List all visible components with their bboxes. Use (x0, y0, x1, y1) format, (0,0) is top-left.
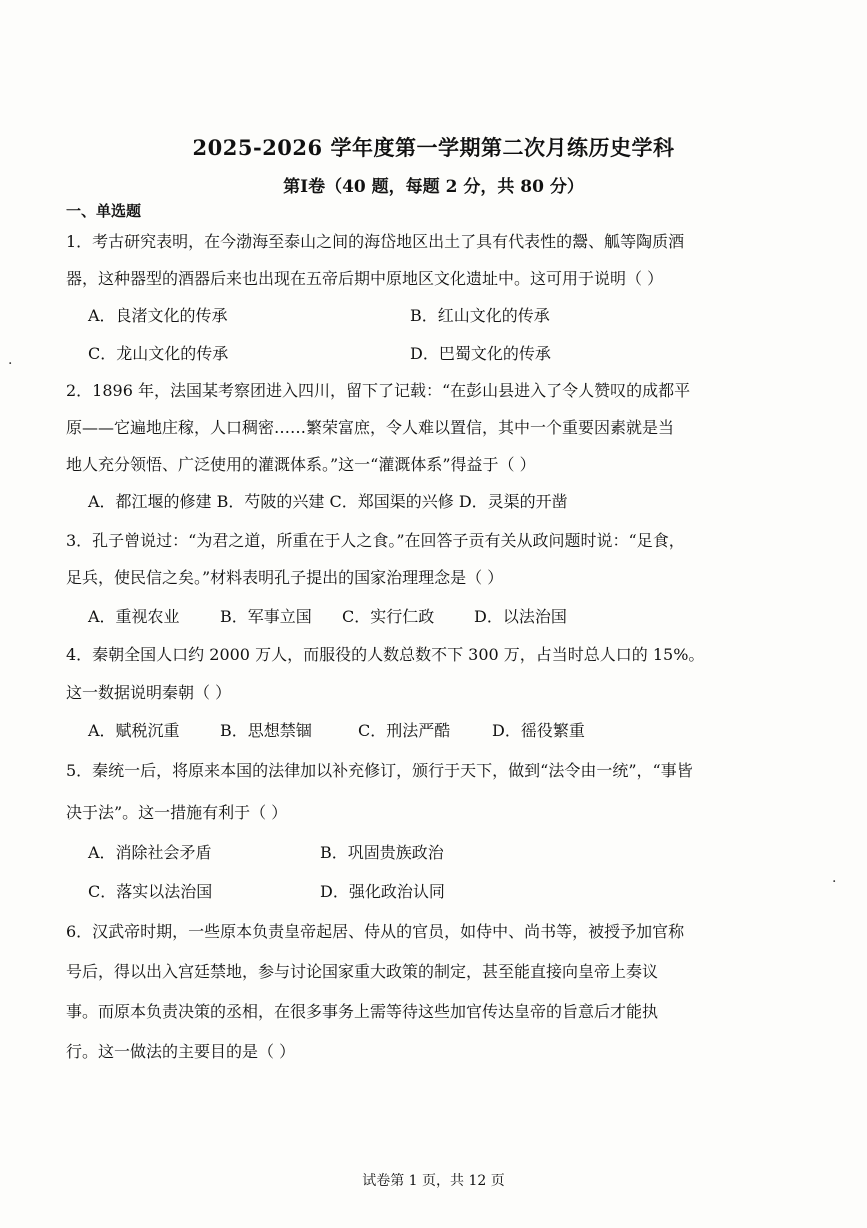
q5-option-a: A．消除社会矛盾 (88, 843, 212, 862)
q6-line-2: 号后，得以出入宫廷禁地，参与讨论国家重大政策的制定，甚至能直接向皇帝上奏议 (66, 962, 659, 981)
q3-line-2: 足兵，使民信之矣。”材料表明孔子提出的国家治理理念是（ ） (66, 568, 504, 587)
q5-option-c: C．落实以法治国 (88, 882, 213, 901)
exam-subtitle: 第Ⅰ卷（40 题，每题 2 分，共 80 分） (283, 177, 584, 197)
q1-option-b: B．红山文化的传承 (410, 306, 550, 325)
q4-option-a: A．赋税沉重 (88, 721, 180, 740)
q5-line-2: 决于法”。这一措施有利于（ ） (66, 803, 288, 822)
q6-line-1: 6．汉武帝时期，一些原本负责皇帝起居、侍从的官员，如侍中、尚书等，被授予加官称 (66, 922, 685, 941)
exam-title: 2025-2026 学年度第一学期第二次月练历史学科 (192, 135, 675, 160)
q3-line-1: 3．孔子曾说过：“为君之道，所重在于人之食。”在回答子贡有关从政问题时说：“足食， (66, 531, 685, 550)
q1-option-a: A．良渚文化的传承 (88, 306, 228, 325)
q2-line-2: 原——它遍地庄稼，人口稠密……繁荣富庶，令人难以置信，其中一个重要因素就是当 (66, 418, 675, 437)
section-heading: 一、单选题 (66, 202, 142, 220)
q1-option-d: D．巴蜀文化的传承 (410, 344, 551, 363)
q4-line-1: 4．秦朝全国人口约 2000 万人，而服役的人数总数不下 300 万，占当时总人口的 15%。 (66, 645, 705, 664)
q4-option-d: D．徭役繁重 (492, 721, 585, 740)
q3-option-a: A．重视农业 (88, 607, 180, 626)
scan-speck: · (8, 356, 13, 372)
q1-option-c: C．龙山文化的传承 (88, 344, 229, 363)
q1-line-2: 器，这种器型的酒器后来也出现在五帝后期中原地区文化遗址中。这可用于说明（ ） (66, 269, 664, 288)
q2-line-1: 2．1896 年，法国某考察团进入四川，留下了记载：“在彭山县进入了令人赞叹的成都平 (66, 381, 691, 400)
q5-option-d: D．强化政治认同 (320, 882, 445, 901)
q3-option-d: D．以法治国 (474, 607, 567, 626)
q5-line-1: 5．秦统一后，将原来本国的法律加以补充修订，颁行于天下，做到“法令由一统”，“事皆 (66, 761, 693, 780)
q5-option-b: B．巩固贵族政治 (320, 843, 444, 862)
scan-speck: · (832, 874, 837, 890)
q4-option-b: B．思想禁锢 (220, 721, 312, 740)
q4-option-c: C．刑法严酷 (358, 721, 451, 740)
q6-line-3: 事。而原本负责决策的丞相，在很多事务上需等待这些加官传达皇帝的旨意后才能执 (66, 1002, 659, 1021)
q2-line-3: 地人充分领悟、广泛使用的灌溉体系。”这一“灌溉体系”得益于（ ） (66, 455, 536, 474)
q1-line-1: 1．考古研究表明，在今渤海至泰山之间的海岱地区出土了具有代表性的鬶、觚等陶质酒 (66, 232, 685, 251)
page-footer: 试卷第 1 页，共 12 页 (362, 1173, 505, 1189)
q6-line-4: 行。这一做法的主要目的是（ ） (66, 1042, 296, 1061)
q4-line-2: 这一数据说明秦朝（ ） (66, 683, 232, 702)
q2-options: A．都江堰的修建 B．芍陂的兴建 C．郑国渠的兴修 D．灵渠的开凿 (88, 492, 568, 511)
q3-option-b: B．军事立国 (220, 607, 312, 626)
q3-option-c: C．实行仁政 (342, 607, 435, 626)
